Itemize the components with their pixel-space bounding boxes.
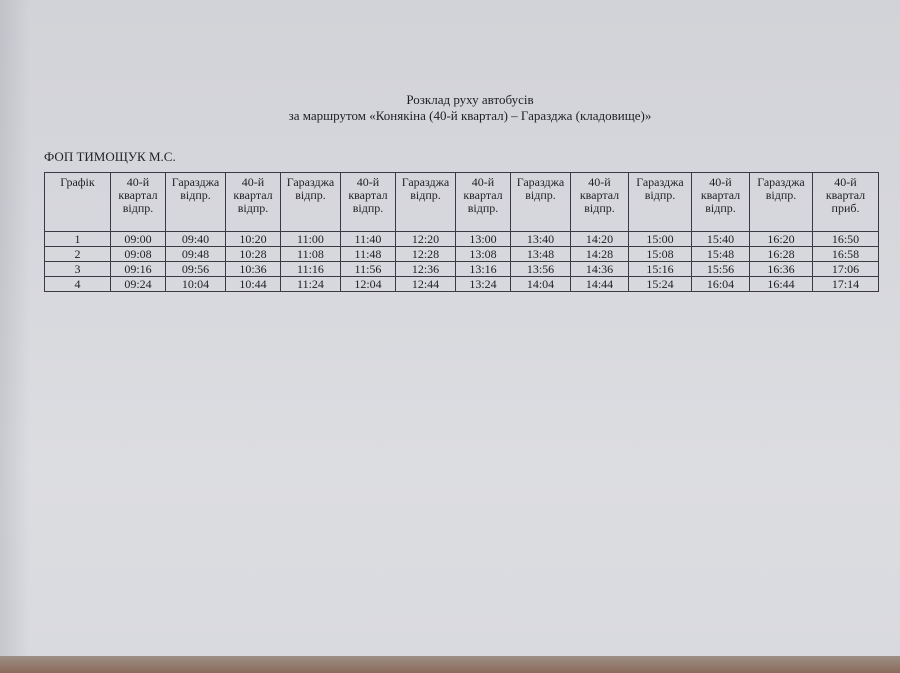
column-header-line: відпр. xyxy=(180,188,211,202)
column-header-line: квартал xyxy=(233,188,273,202)
time-cell: 11:56 xyxy=(341,262,396,277)
column-header xyxy=(111,173,166,232)
column-header xyxy=(166,173,226,232)
table-header-row xyxy=(45,173,879,232)
time-cell: 11:24 xyxy=(281,277,341,292)
time-cell: 13:08 xyxy=(456,247,511,262)
time-cell: 15:16 xyxy=(629,262,692,277)
column-header-line: квартал xyxy=(118,188,158,202)
time-cell: 12:04 xyxy=(341,277,396,292)
column-header-line: 40-й xyxy=(709,175,732,189)
time-cell: 17:14 xyxy=(813,277,879,292)
time-cell: 16:04 xyxy=(692,277,750,292)
column-header-line: квартал xyxy=(700,188,741,202)
column-header-line: відпр. xyxy=(237,201,269,215)
column-header-line: Графік xyxy=(60,175,95,189)
operator-name: ФОП ТИМОЩУК М.С. xyxy=(44,149,176,164)
column-header-line: відпр. xyxy=(122,201,154,215)
column-header-line: відпр. xyxy=(584,201,615,215)
column-header-line: квартал xyxy=(463,188,503,202)
time-cell: 14:28 xyxy=(571,247,629,262)
schedule-number-cell: 4 xyxy=(45,277,111,292)
column-header-line: відпр. xyxy=(352,201,384,215)
column-header-line: 40-й xyxy=(588,175,611,189)
column-header xyxy=(226,173,281,232)
time-cell: 09:08 xyxy=(111,247,166,262)
time-cell: 13:16 xyxy=(456,262,511,277)
column-header xyxy=(396,173,456,232)
time-cell: 16:20 xyxy=(750,232,813,247)
desk-edge xyxy=(0,656,900,673)
time-cell: 14:44 xyxy=(571,277,629,292)
bus-schedule-table xyxy=(44,172,879,292)
time-cell: 16:36 xyxy=(750,262,813,277)
time-cell: 09:48 xyxy=(166,247,226,262)
column-header-line: приб. xyxy=(831,201,860,215)
time-cell: 14:36 xyxy=(571,262,629,277)
time-cell: 12:20 xyxy=(396,232,456,247)
time-cell: 15:08 xyxy=(629,247,692,262)
column-header xyxy=(629,173,692,232)
time-cell: 15:40 xyxy=(692,232,750,247)
time-cell: 13:24 xyxy=(456,277,511,292)
time-cell: 16:44 xyxy=(750,277,813,292)
time-cell: 10:44 xyxy=(226,277,281,292)
time-cell: 11:08 xyxy=(281,247,341,262)
time-cell: 11:00 xyxy=(281,232,341,247)
column-header-line: квартал xyxy=(825,188,866,202)
time-cell: 15:24 xyxy=(629,277,692,292)
column-header-line: відпр. xyxy=(705,201,736,215)
time-cell: 09:16 xyxy=(111,262,166,277)
time-cell: 16:50 xyxy=(813,232,879,247)
time-cell: 11:48 xyxy=(341,247,396,262)
column-header xyxy=(341,173,396,232)
column-header xyxy=(456,173,511,232)
time-cell: 10:36 xyxy=(226,262,281,277)
time-cell: 13:00 xyxy=(456,232,511,247)
schedule-number-cell: 3 xyxy=(45,262,111,277)
time-cell: 09:00 xyxy=(111,232,166,247)
time-cell: 11:40 xyxy=(341,232,396,247)
time-cell: 11:16 xyxy=(281,262,341,277)
time-cell: 15:00 xyxy=(629,232,692,247)
time-cell: 09:40 xyxy=(166,232,226,247)
column-header xyxy=(750,173,813,232)
time-cell: 16:58 xyxy=(813,247,879,262)
column-header-line: Гаразджа xyxy=(636,175,684,189)
time-cell: 12:44 xyxy=(396,277,456,292)
route-subtitle: за маршрутом «Конякіна (40-й квартал) – Гаразджа (кладовище)» xyxy=(288,108,652,123)
time-cell: 09:24 xyxy=(111,277,166,292)
table-row xyxy=(45,247,879,262)
time-cell: 15:56 xyxy=(692,262,750,277)
time-cell: 10:04 xyxy=(166,277,226,292)
column-header xyxy=(571,173,629,232)
column-header-line: відпр. xyxy=(467,201,499,215)
column-header xyxy=(511,173,571,232)
time-cell: 12:28 xyxy=(396,247,456,262)
schedule-number-cell: 1 xyxy=(45,232,111,247)
column-header-line: 40-й xyxy=(356,175,380,189)
column-header-line: квартал xyxy=(579,188,620,202)
column-header-line: 40-й xyxy=(241,175,265,189)
time-cell: 14:04 xyxy=(511,277,571,292)
time-cell: 13:48 xyxy=(511,247,571,262)
time-cell: 13:40 xyxy=(511,232,571,247)
column-header xyxy=(692,173,750,232)
time-cell: 14:20 xyxy=(571,232,629,247)
paper-shadow xyxy=(0,0,30,662)
schedule-number-cell: 2 xyxy=(45,247,111,262)
time-cell: 12:36 xyxy=(396,262,456,277)
column-header-line: відпр. xyxy=(525,188,556,202)
column-header-line: 40-й xyxy=(126,175,150,189)
column-header-line: 40-й xyxy=(471,175,495,189)
time-cell: 10:20 xyxy=(226,232,281,247)
time-cell: 15:48 xyxy=(692,247,750,262)
column-header-line: 40-й xyxy=(834,175,857,189)
column-header-line: відпр. xyxy=(410,188,441,202)
column-header-line: Гаразджа xyxy=(757,175,805,189)
table-row xyxy=(45,232,879,247)
time-cell: 17:06 xyxy=(813,262,879,277)
column-header-line: відпр. xyxy=(295,188,326,202)
time-cell: 16:28 xyxy=(750,247,813,262)
column-header-line: відпр. xyxy=(644,188,676,202)
table-row xyxy=(45,277,879,292)
table-row xyxy=(45,262,879,277)
column-header xyxy=(281,173,341,232)
column-header xyxy=(813,173,879,232)
schedule-title: Розклад руху автобусів xyxy=(406,92,534,107)
column-header-line: відпр. xyxy=(765,188,797,202)
column-header-line: квартал xyxy=(348,188,388,202)
table-body xyxy=(45,232,879,292)
column-header xyxy=(45,173,111,232)
time-cell: 10:28 xyxy=(226,247,281,262)
column-header-line: Гаразджа xyxy=(516,175,565,189)
time-cell: 09:56 xyxy=(166,262,226,277)
column-header-line: Гаразджа xyxy=(171,175,220,189)
column-header-line: Гаразджа xyxy=(286,175,335,189)
time-cell: 13:56 xyxy=(511,262,571,277)
column-header-line: Гаразджа xyxy=(401,175,450,189)
